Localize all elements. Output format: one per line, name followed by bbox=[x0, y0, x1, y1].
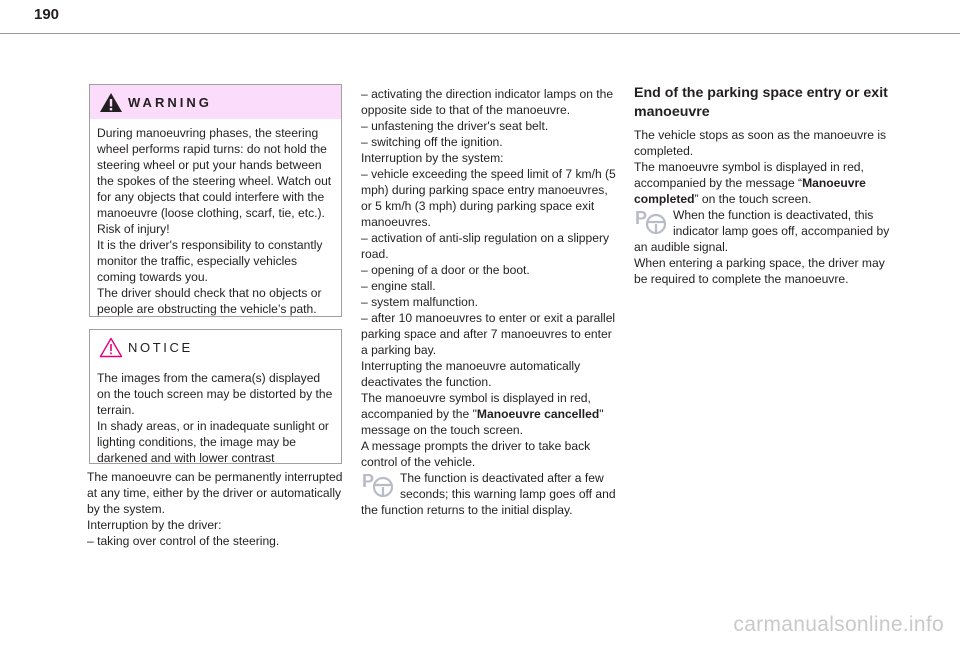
cancelled-message-bold: Manoeuvre cancelled bbox=[476, 407, 600, 421]
warning-paragraph: Risk of injury! bbox=[97, 222, 170, 236]
body-line: Interruption by the system: bbox=[361, 151, 504, 165]
lamp-paragraph bbox=[634, 207, 892, 255]
body-paragraph: The vehicle stops as soon as the manoeuvre is completed. bbox=[634, 128, 887, 158]
body-line: – switching off the ignition. bbox=[361, 135, 503, 149]
text-span: ” on the touch screen. bbox=[694, 192, 812, 206]
completed-message-paragraph bbox=[634, 159, 892, 207]
body-line: – engine stall. bbox=[361, 279, 436, 293]
notice-paragraph: In shady areas, or in inadequate sunlight or lighting conditions, the image may be darkened and with lower contrast bbox=[97, 419, 329, 465]
warning-paragraph: It is the driver's responsibility to constantly monitor the traffic, especially vehicles coming towards you. bbox=[97, 238, 323, 284]
notice-paragraph: The images from the camera(s) displayed on the touch screen may be distorted by the terrain. bbox=[97, 371, 333, 417]
header-divider bbox=[0, 33, 960, 34]
body-line: – unfastening the driver's seat belt. bbox=[361, 119, 549, 133]
watermark: carmanualsonline.info bbox=[733, 613, 944, 636]
column-1-text bbox=[87, 469, 343, 549]
warning-box bbox=[89, 84, 342, 317]
body-line: – vehicle exceeding the speed limit of 7 km/h (5 mph) during parking space entry manoeuvres, or 5 km/h (3 mph) during parking space exit manoeuvres. bbox=[361, 167, 616, 229]
warning-body bbox=[90, 119, 341, 325]
text-span: The manoeuvre symbol is displayed in red, accompanied by the message “ bbox=[634, 160, 864, 190]
body-line: Interrupting the manoeuvre automatically deactivates the function. bbox=[361, 359, 581, 389]
lamp-text: When the function is deactivated, this indicator lamp goes off, accompanied by an audible signal. bbox=[634, 208, 890, 254]
park-assist-steering-icon bbox=[634, 207, 672, 235]
body-line: – activation of anti-slip regulation on a slippery road. bbox=[361, 231, 610, 261]
section-heading: End of the parking space entry or exit manoeuvre bbox=[634, 85, 888, 120]
column-2-text bbox=[361, 86, 619, 518]
notice-box bbox=[89, 329, 342, 464]
body-paragraph: – taking over control of the steering. bbox=[87, 534, 280, 548]
body-paragraph: The manoeuvre can be permanently interrupted at any time, either by the driver or automatically by the system. bbox=[87, 470, 343, 516]
lamp-paragraph bbox=[361, 470, 619, 518]
notice-triangle-icon bbox=[99, 337, 123, 358]
cancelled-message-paragraph bbox=[361, 390, 619, 438]
warning-title: WARNING bbox=[128, 95, 212, 110]
body-paragraph: When entering a parking space, the driver may be required to complete the manoeuvre. bbox=[634, 256, 885, 286]
body-line: – opening of a door or the boot. bbox=[361, 263, 530, 277]
text-span: " message on the touch screen. bbox=[361, 407, 604, 437]
park-assist-steering-icon bbox=[361, 470, 399, 498]
svg-text:P: P bbox=[635, 208, 648, 228]
body-line: – activating the direction indicator lamps on the opposite side to that of the manoeuvre. bbox=[361, 87, 614, 117]
notice-body bbox=[90, 364, 341, 474]
body-line: A message prompts the driver to take back control of the vehicle. bbox=[361, 439, 591, 469]
lamp-text: The function is deactivated after a few seconds; this warning lamp goes off and the function returns to the initial display. bbox=[361, 471, 616, 517]
warning-paragraph: The driver should check that no objects or people are obstructing the vehicle’s path. bbox=[97, 286, 322, 316]
page-number: 190 bbox=[34, 6, 60, 23]
warning-header bbox=[90, 85, 341, 119]
svg-text:P: P bbox=[362, 471, 375, 491]
completed-message-bold: Manoeuvre completed bbox=[634, 176, 866, 206]
text-span: The manoeuvre symbol is displayed in red, accompanied by the " bbox=[361, 391, 591, 421]
body-line: – system malfunction. bbox=[361, 295, 478, 309]
body-line: – after 10 manoeuvres to enter or exit a parallel parking space and after 7 manoeuvres to enter a parking bay. bbox=[361, 311, 616, 357]
warning-triangle-icon bbox=[99, 92, 123, 113]
body-paragraph: Interruption by the driver: bbox=[87, 518, 222, 532]
notice-header bbox=[90, 330, 341, 364]
column-3-text bbox=[634, 84, 892, 287]
warning-paragraph: During manoeuvring phases, the steering wheel performs rapid turns: do not hold the steering wheel or put your hands between the spokes of the steering wheel. Watch out for any objects that could interfere with the manoeuvre (loose clothing, scarf, tie, etc.). bbox=[97, 126, 332, 220]
notice-title: NOTICE bbox=[128, 340, 193, 355]
